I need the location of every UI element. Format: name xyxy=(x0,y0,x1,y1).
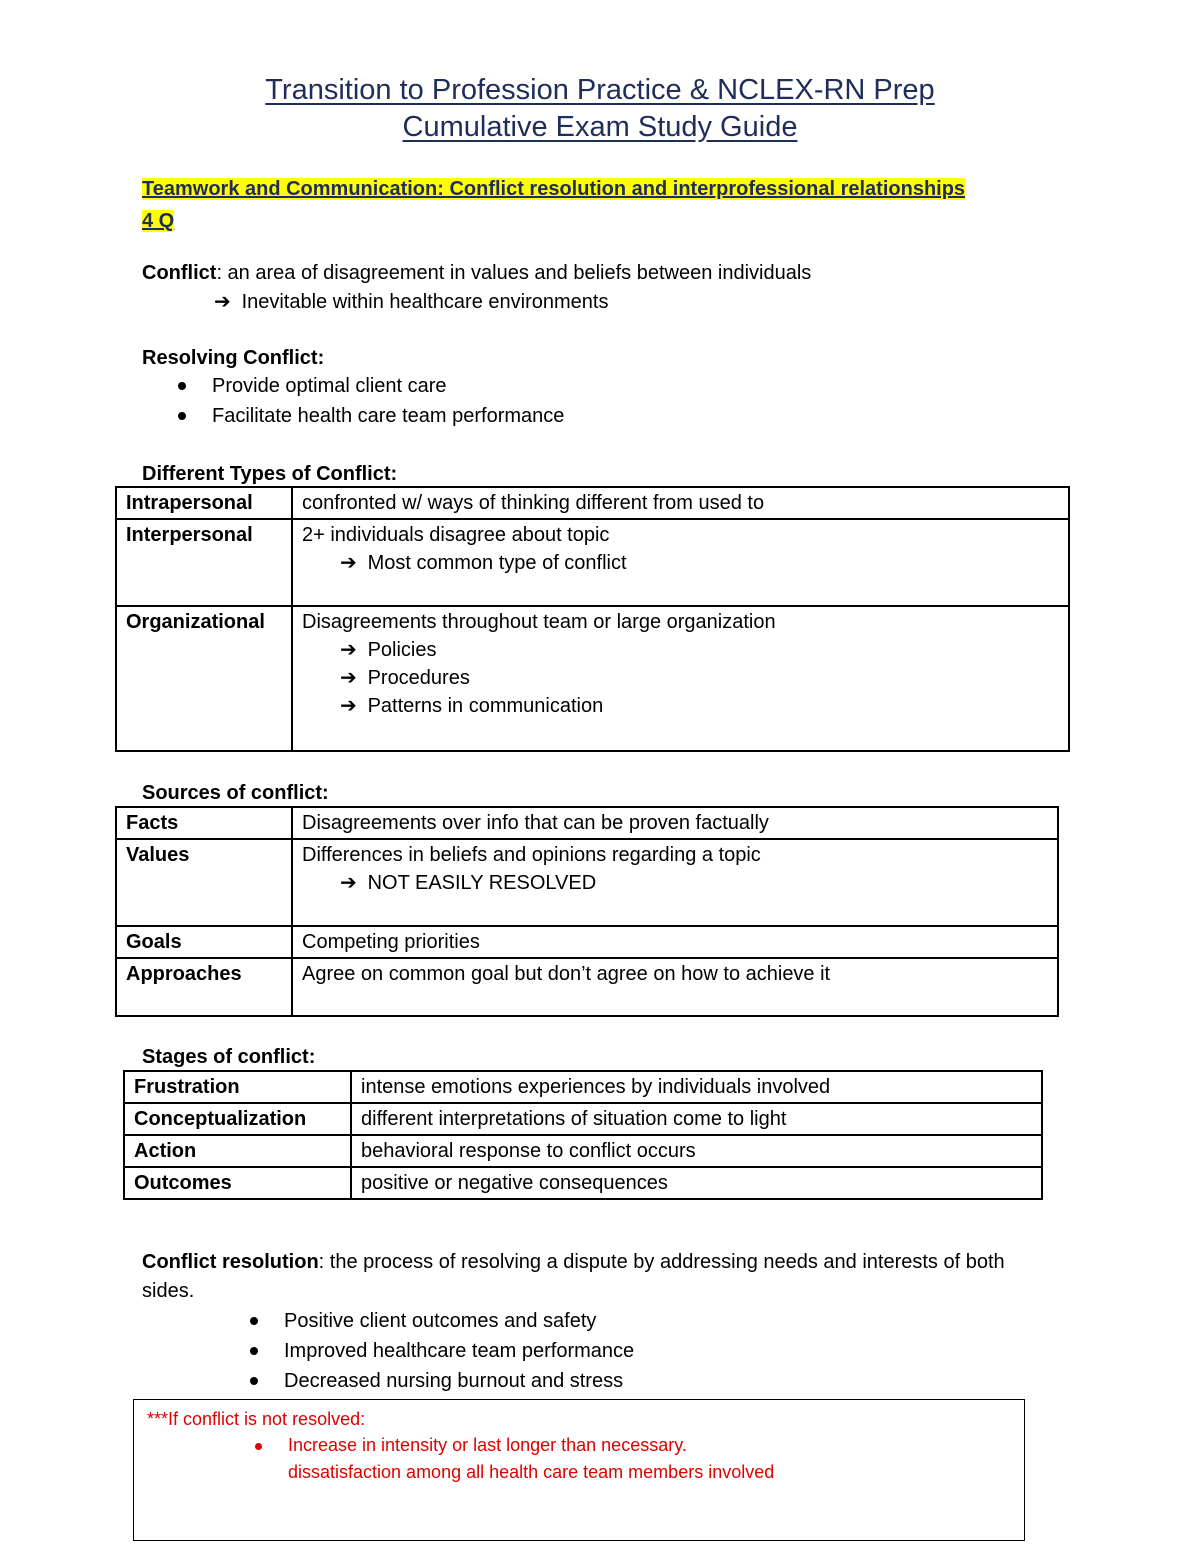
types-heading: Different Types of Conflict: xyxy=(142,463,398,485)
list-item: Provide optimal client care xyxy=(142,371,564,401)
section-heading-line-2: 4 Q xyxy=(142,210,175,232)
table-key: Approaches xyxy=(116,958,292,1016)
table-key: Facts xyxy=(116,807,292,839)
unresolved-callout xyxy=(133,1399,1025,1541)
resolution-definition xyxy=(142,1248,1067,1306)
table-value: Disagreements over info that can be proven factually xyxy=(292,807,1058,839)
table-sub-item xyxy=(302,636,1059,664)
table-value: confronted w/ ways of thinking different from used to xyxy=(292,487,1069,519)
table-value: positive or negative consequences xyxy=(351,1167,1042,1199)
table-key: Goals xyxy=(116,926,292,958)
table-value-text: Disagreements throughout team or large organization xyxy=(302,611,776,633)
table-row xyxy=(116,839,1058,926)
section-heading-line-1: Teamwork and Communication: Conflict resolution and interprofessional relationships xyxy=(142,178,966,200)
table-row xyxy=(124,1135,1042,1167)
table-key: Outcomes xyxy=(124,1167,351,1199)
conflict-definition xyxy=(142,258,811,288)
arrow-icon: ➔ xyxy=(340,872,357,894)
table-value-text: Differences in beliefs and opinions regarding a topic xyxy=(302,844,761,866)
table-value: behavioral response to conflict occurs xyxy=(351,1135,1042,1167)
table-value-text: 2+ individuals disagree about topic xyxy=(302,524,610,546)
table-sub-item xyxy=(302,869,1048,897)
sources-heading: Sources of conflict: xyxy=(142,782,329,804)
table-row xyxy=(116,487,1069,519)
arrow-icon: ➔ xyxy=(340,667,357,689)
table-value xyxy=(292,839,1058,926)
table-row xyxy=(124,1167,1042,1199)
table-sub-item xyxy=(302,549,1059,577)
table-key: Intrapersonal xyxy=(116,487,292,519)
stages-heading: Stages of conflict: xyxy=(142,1046,316,1068)
table-sub-text: Procedures xyxy=(367,667,470,689)
conflict-term: Conflict xyxy=(142,262,217,284)
table-row xyxy=(116,958,1058,1016)
table-row xyxy=(124,1103,1042,1135)
resolution-definition-text: : the process of resolving a dispute by addressing needs and interests of both xyxy=(318,1251,1005,1273)
table-value: different interpretations of situation come to light xyxy=(351,1103,1042,1135)
table-row xyxy=(116,519,1069,606)
sources-table xyxy=(115,806,1059,1017)
stages-table xyxy=(123,1070,1043,1200)
resolving-heading: Resolving Conflict: xyxy=(142,347,325,369)
conflict-note xyxy=(214,287,608,317)
list-item: Positive client outcomes and safety xyxy=(214,1306,634,1336)
table-row xyxy=(116,926,1058,958)
table-sub-text: Most common type of conflict xyxy=(367,552,627,574)
document-title-line-2: Cumulative Exam Study Guide xyxy=(402,111,798,143)
conflict-definition-text: : an area of disagreement in values and beliefs between individuals xyxy=(216,262,812,284)
section-heading xyxy=(142,173,1062,237)
resolution-list xyxy=(214,1306,634,1396)
table-value: Agree on common goal but don’t agree on how to achieve it xyxy=(292,958,1058,1016)
bullet-dot-icon xyxy=(255,1443,262,1450)
table-key: Conceptualization xyxy=(124,1103,351,1135)
table-row xyxy=(116,606,1069,751)
list-item: Improved healthcare team performance xyxy=(214,1336,634,1366)
arrow-icon: ➔ xyxy=(340,695,357,717)
table-key: Values xyxy=(116,839,292,926)
arrow-icon: ➔ xyxy=(340,639,357,661)
table-value: Competing priorities xyxy=(292,926,1058,958)
table-sub-item xyxy=(302,664,1059,692)
resolution-definition-cont: sides. xyxy=(142,1280,195,1302)
conflict-note-text: Inevitable within healthcare environments xyxy=(241,291,609,313)
table-key: Interpersonal xyxy=(116,519,292,606)
table-key: Action xyxy=(124,1135,351,1167)
table-row xyxy=(124,1071,1042,1103)
table-sub-text: NOT EASILY RESOLVED xyxy=(367,872,597,894)
resolving-list xyxy=(142,371,564,431)
table-value xyxy=(292,606,1069,751)
list-item: Decreased nursing burnout and stress xyxy=(214,1366,634,1396)
table-key: Organizational xyxy=(116,606,292,751)
arrow-icon: ➔ xyxy=(214,291,231,313)
types-table xyxy=(115,486,1070,752)
table-sub-text: Policies xyxy=(367,639,437,661)
unresolved-bullet: Increase in intensity or last longer than necessary. xyxy=(288,1435,687,1455)
table-value xyxy=(292,519,1069,606)
arrow-icon: ➔ xyxy=(340,552,357,574)
table-sub-item xyxy=(302,692,1059,720)
resolution-term: Conflict resolution xyxy=(142,1251,319,1273)
unresolved-heading: ***If conflict is not resolved: xyxy=(147,1409,366,1429)
table-row xyxy=(116,807,1058,839)
unresolved-continuation: dissatisfaction among all health care team members involved xyxy=(288,1462,775,1482)
document-title-line-1: Transition to Profession Practice & NCLEX-RN Prep xyxy=(265,74,935,106)
list-item: Facilitate health care team performance xyxy=(142,401,564,431)
table-key: Frustration xyxy=(124,1071,351,1103)
table-value: intense emotions experiences by individuals involved xyxy=(351,1071,1042,1103)
table-sub-text: Patterns in communication xyxy=(367,695,604,717)
